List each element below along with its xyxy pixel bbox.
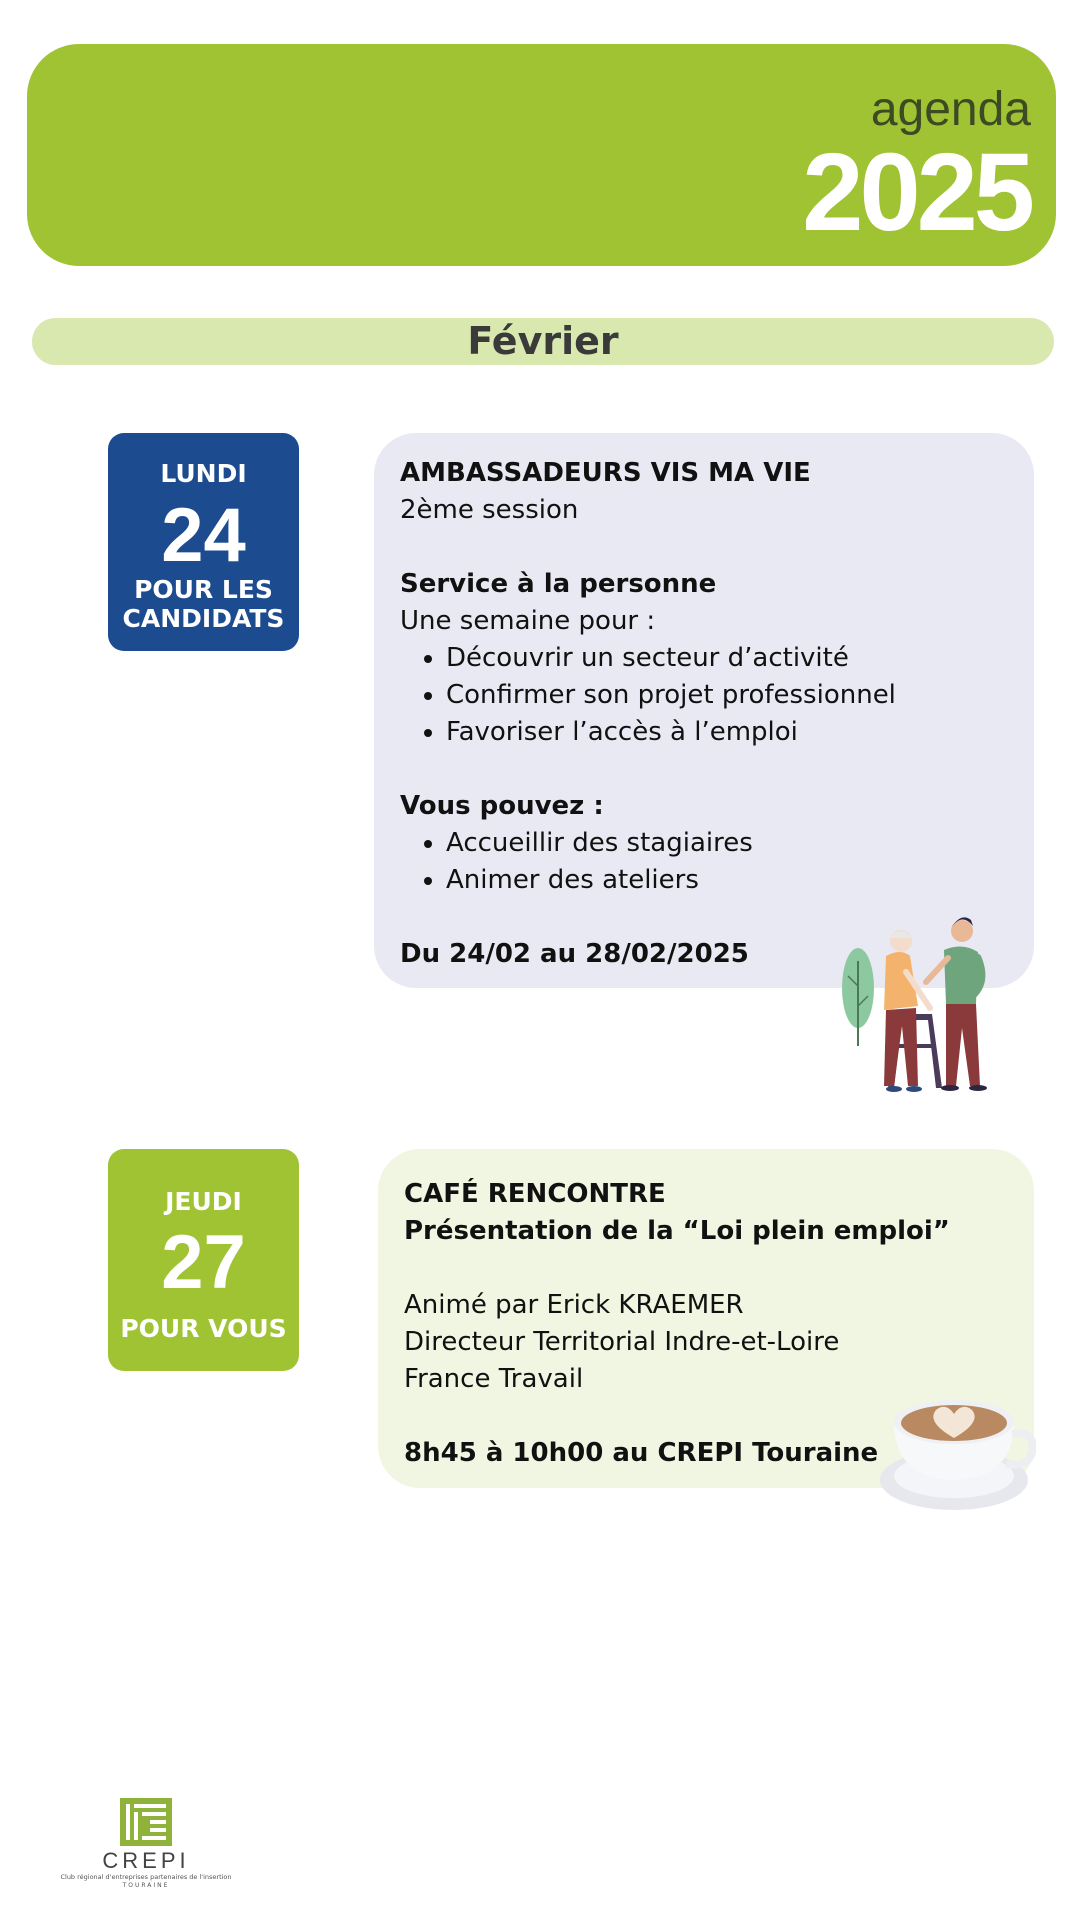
caregiver-walker-illustration [838,916,998,1096]
badge-day-name: JEUDI [165,1187,242,1216]
event-time-place: 8h45 à 10h00 au CREPI Touraine [404,1438,879,1468]
list-item: • Animer des ateliers [446,862,1020,899]
header-banner [27,44,1056,266]
badge-day-name: LUNDI [160,459,247,488]
date-badge-monday [108,433,299,651]
event-card-ambassadeurs [374,433,1034,988]
latte-cup-illustration [876,1380,1036,1515]
crepi-logo [56,1798,236,1890]
event-subtitle: Présentation de la “Loi plein emploi” [404,1216,950,1246]
event-title: AMBASSADEURS VIS MA VIE [400,458,811,488]
event-intro: Une semaine pour : [400,606,656,636]
crepi-logo-name: CREPI [102,1848,190,1873]
event-host-org: France Travail [404,1364,584,1394]
header-subtitle: agenda [870,83,1031,136]
event-host: Animé par Erick KRAEMER [404,1290,744,1320]
badge-audience: POUR LES CANDIDATS [122,575,285,633]
list-item: • Découvrir un secteur d’activité [446,640,1020,677]
event-subtitle: 2ème session [400,495,579,525]
event-section-title: Service à la personne [400,569,717,599]
badge-day-number: 24 [161,493,246,578]
event-host-role: Directeur Territorial Indre-et-Loire [404,1327,840,1357]
crepi-logo-region: TOURAINE [122,1882,170,1889]
badge-audience: POUR VOUS [120,1314,287,1343]
header-year: 2025 [802,131,1031,254]
event-bullet-list-2 [400,825,1020,899]
list-item: • Accueillir des stagiaires [446,825,1020,862]
event-bullet-list [400,640,1020,751]
month-title: Février [32,318,1054,365]
crepi-logo-tagline: Club régional d'entreprises partenaires de l'insertion [60,1873,232,1881]
event-title: CAFÉ RENCONTRE [404,1179,666,1209]
badge-day-number: 27 [161,1220,246,1305]
crepi-logo-icon [120,1798,172,1846]
list-item: • Confirmer son projet professionnel [446,677,1020,714]
date-badge-thursday [108,1149,299,1371]
list-item: • Favoriser l’accès à l’emploi [446,714,1020,751]
event-section2-title: Vous pouvez : [400,791,604,821]
event-dates: Du 24/02 au 28/02/2025 [400,939,749,969]
